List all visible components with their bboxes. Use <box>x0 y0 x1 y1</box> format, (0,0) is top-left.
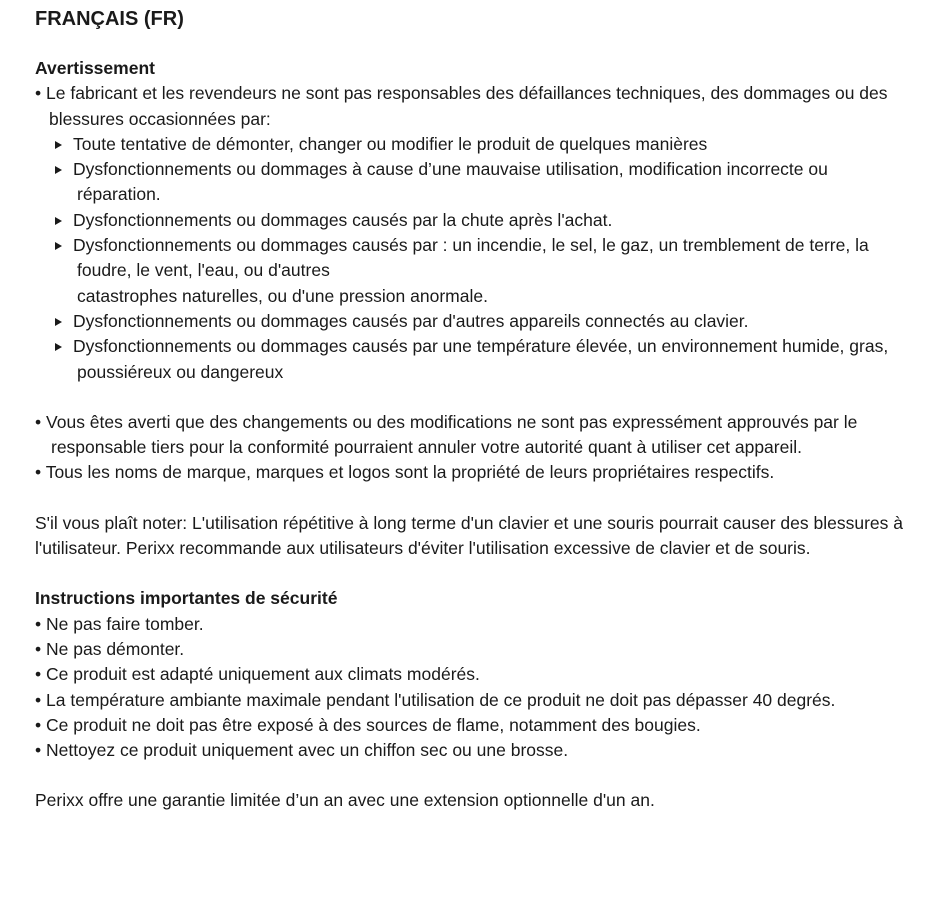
spacer <box>35 385 915 410</box>
document-page <box>35 6 915 814</box>
safety-item: • Ce produit ne doit pas être exposé à des sources de flame, notamment des bougies. <box>35 714 701 735</box>
warning-item-continuation: catastrophes naturelles, ou d'une pression anormale. <box>77 285 488 306</box>
warning-heading: Avertissement <box>35 58 155 78</box>
safety-item: • Ne pas démonter. <box>35 638 185 659</box>
warning-section <box>35 56 915 385</box>
safety-item: • Ne pas faire tomber. <box>35 613 204 634</box>
bullet-icon: • <box>35 664 42 685</box>
safety-item: • La température ambiante maximale pendant l'utilisation de ce produit ne doit pas dépasser 40 degrés. <box>35 689 836 710</box>
bullet-icon: • <box>35 740 42 761</box>
notice-item: • Tous les noms de marque, marques et logos sont la propriété de leurs propriétaires respectifs. <box>35 462 775 483</box>
warning-item: Toute tentative de démonter, changer ou modifier le produit de quelques manières <box>35 132 915 157</box>
safety-item: • Nettoyez ce produit uniquement avec un chiffon sec ou une brosse. <box>35 740 569 761</box>
safety-section <box>35 586 915 763</box>
usage-note: S'il vous plaît noter: L'utilisation répétitive à long terme d'un clavier et une souris pourrait causer des blessures à l'utilisateur. Perixx recommande aux utilisateurs d'éviter l'utilisation excessive de clavier et de souris. <box>35 512 903 559</box>
bullet-icon: • <box>35 613 42 634</box>
warning-intro <box>35 81 915 132</box>
warning-item: Dysfonctionnements ou dommages causés par : un incendie, le sel, le gaz, un tremblement de terre, la foudre, le vent, l'eau, ou d'autres catastrophes naturelles, ou d'une pression anormale. <box>35 233 915 309</box>
bullet-icon: • <box>35 689 42 710</box>
triangle-bullet-icon <box>55 217 62 225</box>
bullet-icon: • <box>35 462 42 483</box>
triangle-bullet-icon <box>55 166 62 174</box>
bullet-icon: • <box>35 411 42 432</box>
bullet-icon: • <box>35 714 42 735</box>
page-title: FRANÇAIS (FR) <box>35 8 184 30</box>
warning-item: Dysfonctionnements ou dommages causés par la chute après l'achat. <box>35 208 915 233</box>
bullet-icon: • <box>35 83 42 104</box>
warning-intro-text: Le fabricant et les revendeurs ne sont pas responsables des défaillances techniques, des dommages ou des blessures occasionnées par: <box>46 83 888 129</box>
spacer <box>35 763 915 788</box>
safety-heading: Instructions importantes de sécurité <box>35 588 338 609</box>
safety-item: • Ce produit est adapté uniquement aux climats modérés. <box>35 664 480 685</box>
warning-item: Dysfonctionnements ou dommages à cause d’une mauvaise utilisation, modification incorrecte ou réparation. <box>35 157 915 208</box>
triangle-bullet-icon <box>55 343 62 351</box>
warning-item: Dysfonctionnements ou dommages causés par une température élevée, un environnement humide, gras, poussiéreux ou dangereux <box>35 334 915 385</box>
spacer <box>35 486 915 511</box>
warning-item: Dysfonctionnements ou dommages causés par d'autres appareils connectés au clavier. <box>35 309 915 334</box>
spacer <box>35 561 915 586</box>
warranty-text: Perixx offre une garantie limitée d’un an avec une extension optionnelle d'un an. <box>35 790 655 811</box>
triangle-bullet-icon <box>55 242 62 250</box>
notices-section <box>35 410 915 486</box>
triangle-bullet-icon <box>55 318 62 326</box>
triangle-bullet-icon <box>55 141 62 149</box>
notice-item: • Vous êtes averti que des changements ou des modifications ne sont pas expressément approuvés par le responsable tiers pour la conformité pourraient annuler votre autorité quant à utiliser cet appareil. <box>35 411 858 458</box>
bullet-icon: • <box>35 638 42 659</box>
